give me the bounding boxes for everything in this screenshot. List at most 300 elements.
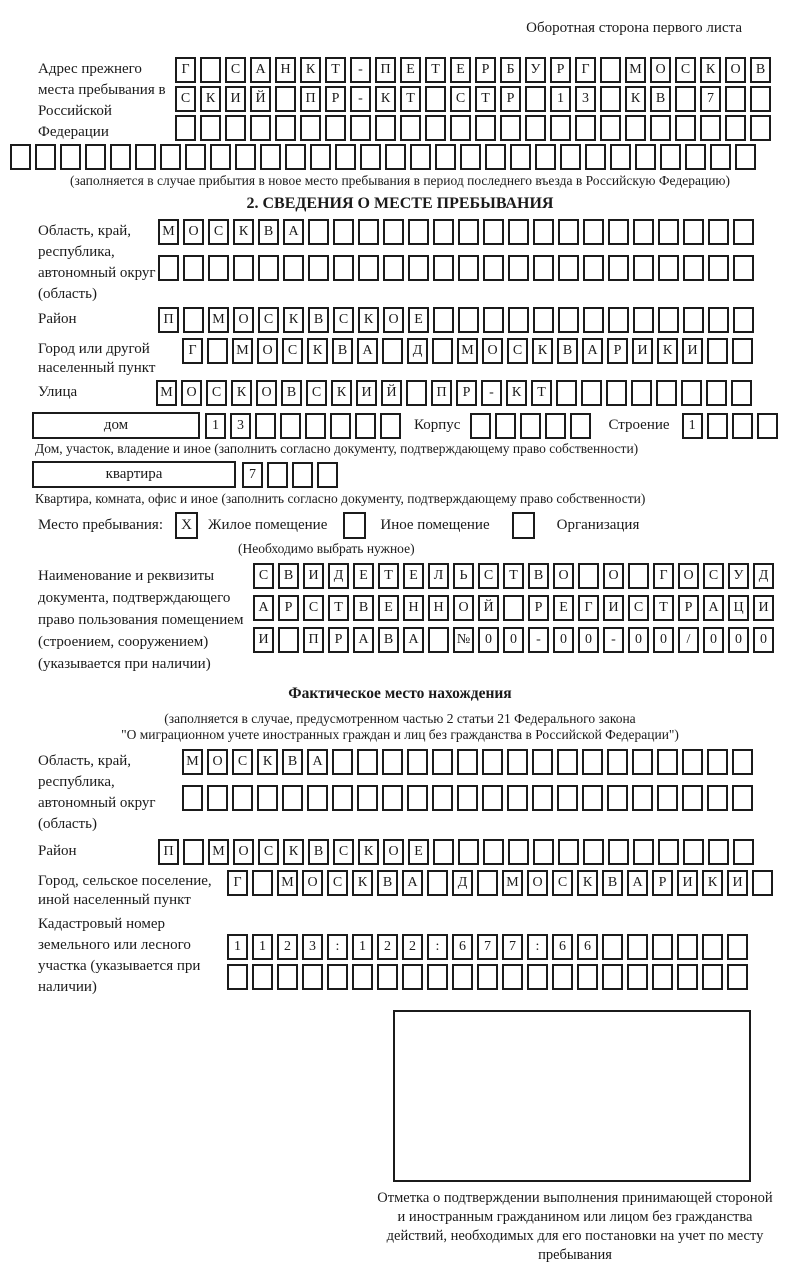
char-box: Г: [182, 338, 203, 364]
char-box: [450, 115, 471, 141]
char-box: [600, 115, 621, 141]
char-box: [508, 255, 529, 281]
street-band: [38, 380, 800, 409]
char-box: [545, 413, 566, 439]
actual-district-band: [38, 839, 800, 868]
char-box: В: [650, 86, 671, 112]
char-box: С: [478, 563, 499, 589]
char-box: С: [258, 839, 279, 865]
char-box: Р: [456, 380, 477, 406]
char-box: М: [208, 307, 229, 333]
char-box: [382, 749, 403, 775]
char-box: Н: [403, 595, 424, 621]
char-box: Е: [403, 563, 424, 589]
char-box: И: [682, 338, 703, 364]
char-box: В: [557, 338, 578, 364]
char-box: В: [282, 749, 303, 775]
char-box: Р: [528, 595, 549, 621]
char-box: [610, 144, 631, 170]
char-box: К: [577, 870, 598, 896]
char-box: [475, 115, 496, 141]
char-box: В: [278, 563, 299, 589]
char-box: [752, 870, 773, 896]
char-box: [280, 413, 301, 439]
char-box: С: [703, 563, 724, 589]
char-box: [583, 307, 604, 333]
char-box: [470, 413, 491, 439]
char-box: [383, 219, 404, 245]
prev-address-row-4: [10, 144, 800, 170]
char-box: [333, 219, 354, 245]
char-box: М: [502, 870, 523, 896]
char-box: [706, 380, 727, 406]
char-box: 6: [552, 934, 573, 960]
char-box: [681, 380, 702, 406]
char-box: [425, 115, 446, 141]
apartment-band: [32, 461, 800, 488]
char-box: Р: [652, 870, 673, 896]
char-box: С: [552, 870, 573, 896]
char-box: [733, 255, 754, 281]
char-box: [255, 413, 276, 439]
region-row-1: [158, 219, 754, 245]
char-box: [407, 749, 428, 775]
char-box: [308, 219, 329, 245]
document-row-2: [253, 595, 774, 621]
char-box: [607, 785, 628, 811]
char-box: К: [702, 870, 723, 896]
char-box: С: [507, 338, 528, 364]
char-box: [560, 144, 581, 170]
char-box: К: [506, 380, 527, 406]
char-box: Р: [500, 86, 521, 112]
char-box: [750, 86, 771, 112]
char-box: [500, 115, 521, 141]
char-box: [732, 749, 753, 775]
char-box: К: [233, 219, 254, 245]
char-box: [332, 749, 353, 775]
char-box: 0: [728, 627, 749, 653]
char-box: Т: [425, 57, 446, 83]
char-box: [675, 86, 696, 112]
char-box: Й: [250, 86, 271, 112]
char-box: [375, 115, 396, 141]
char-box: Г: [575, 57, 596, 83]
char-box: С: [628, 595, 649, 621]
char-box: [227, 964, 248, 990]
char-box: О: [553, 563, 574, 589]
char-box: [160, 144, 181, 170]
prev-address-row-1: [175, 57, 771, 83]
char-box: [383, 255, 404, 281]
char-box: [327, 964, 348, 990]
char-box: 6: [577, 934, 598, 960]
char-box: В: [353, 595, 374, 621]
char-box: [535, 144, 556, 170]
char-box: [285, 144, 306, 170]
char-box: [583, 839, 604, 865]
char-box: Й: [478, 595, 499, 621]
actual-location-note-1: (заполняется в случае, предусмотренном частью 2 статьи 21 Федерального закона: [164, 711, 636, 726]
char-box: [581, 380, 602, 406]
char-box: [702, 964, 723, 990]
char-box: С: [303, 595, 324, 621]
char-box: [677, 964, 698, 990]
char-box: [352, 964, 373, 990]
char-box: К: [358, 307, 379, 333]
char-box: [183, 307, 204, 333]
char-box: [382, 785, 403, 811]
char-box: [708, 839, 729, 865]
apartment-row: [242, 462, 338, 488]
char-box: [633, 255, 654, 281]
char-box: И: [603, 595, 624, 621]
char-box: [400, 115, 421, 141]
char-box: [558, 307, 579, 333]
char-box: [550, 115, 571, 141]
char-box: [733, 219, 754, 245]
char-box: 0: [478, 627, 499, 653]
char-box: О: [527, 870, 548, 896]
char-box: [377, 964, 398, 990]
char-box: Р: [328, 627, 349, 653]
city-band: [38, 338, 800, 378]
char-box: М: [457, 338, 478, 364]
char-box: [685, 144, 706, 170]
char-box: К: [283, 307, 304, 333]
char-box: [658, 255, 679, 281]
actual-city-row: [227, 870, 773, 896]
char-box: С: [282, 338, 303, 364]
char-box: :: [527, 934, 548, 960]
char-box: -: [481, 380, 502, 406]
city-label: Город или другой населенный пункт: [38, 341, 156, 376]
char-box: Е: [353, 563, 374, 589]
char-box: [608, 307, 629, 333]
char-box: [583, 255, 604, 281]
char-box: [606, 380, 627, 406]
char-box: [508, 307, 529, 333]
char-box: [683, 255, 704, 281]
char-box: О: [183, 219, 204, 245]
char-box: Т: [653, 595, 674, 621]
char-box: [757, 413, 778, 439]
char-box: [700, 115, 721, 141]
char-box: О: [603, 563, 624, 589]
char-box: [275, 115, 296, 141]
char-box: [305, 413, 326, 439]
char-box: Т: [325, 57, 346, 83]
city-row: [182, 338, 753, 364]
char-box: Б: [500, 57, 521, 83]
cadastral-band: [38, 912, 800, 998]
char-box: С: [333, 839, 354, 865]
char-box: [233, 255, 254, 281]
stroenie-label: Строение: [608, 417, 670, 433]
char-box: [683, 307, 704, 333]
stay-type-checkbox-organization: [512, 512, 535, 539]
char-box: [533, 255, 554, 281]
char-box: [658, 219, 679, 245]
char-box: С: [306, 380, 327, 406]
char-box: [600, 86, 621, 112]
char-box: 1: [205, 413, 226, 439]
char-box: 2: [377, 934, 398, 960]
apartment-note: Квартира, комната, офис и иное (заполнить согласно документу, подтверждающему право собственности): [35, 491, 646, 506]
char-box: А: [582, 338, 603, 364]
char-box: [520, 413, 541, 439]
char-box: С: [258, 307, 279, 333]
char-box: Р: [678, 595, 699, 621]
char-box: В: [750, 57, 771, 83]
char-box: К: [352, 870, 373, 896]
char-box: 0: [753, 627, 774, 653]
char-box: [633, 219, 654, 245]
char-box: [207, 785, 228, 811]
char-box: О: [256, 380, 277, 406]
district-label: Район: [38, 311, 77, 327]
char-box: [408, 255, 429, 281]
char-box: С: [225, 57, 246, 83]
char-box: А: [283, 219, 304, 245]
prev-address-band: [38, 57, 800, 144]
region-label: Область, край, республика, автономный округ (область): [38, 223, 156, 302]
stay-type-label: Место пребывания:: [38, 517, 163, 533]
char-box: 3: [302, 934, 323, 960]
char-box: И: [225, 86, 246, 112]
char-box: [582, 749, 603, 775]
char-box: О: [678, 563, 699, 589]
char-box: [607, 749, 628, 775]
page-header: Оборотная сторона первого листа: [526, 20, 742, 36]
char-box: И: [356, 380, 377, 406]
char-box: [633, 839, 654, 865]
char-box: Т: [475, 86, 496, 112]
char-box: А: [627, 870, 648, 896]
cadastral-row-2: [227, 964, 748, 990]
char-box: 2: [402, 934, 423, 960]
char-box: [250, 115, 271, 141]
char-box: [602, 964, 623, 990]
stamp-note: Отметка о подтверждении выполнения принимающей стороной и иностранным гражданином или лицом без гражданства действий, необходимых для его постановки на учет по месту пребывания: [377, 1190, 773, 1264]
char-box: [325, 115, 346, 141]
char-box: С: [253, 563, 274, 589]
char-box: [657, 785, 678, 811]
char-box: [330, 413, 351, 439]
char-box: У: [525, 57, 546, 83]
char-box: [427, 964, 448, 990]
char-box: [360, 144, 381, 170]
char-box: А: [353, 627, 374, 653]
char-box: [402, 964, 423, 990]
char-box: [408, 219, 429, 245]
char-box: К: [375, 86, 396, 112]
char-box: Р: [607, 338, 628, 364]
char-box: -: [350, 57, 371, 83]
char-box: [207, 338, 228, 364]
char-box: 7: [502, 934, 523, 960]
house-band: [32, 412, 800, 439]
char-box: -: [350, 86, 371, 112]
char-box: К: [657, 338, 678, 364]
region-band: [38, 219, 800, 305]
char-box: Т: [503, 563, 524, 589]
char-box: [507, 785, 528, 811]
char-box: [252, 964, 273, 990]
char-box: [735, 144, 756, 170]
char-box: А: [403, 627, 424, 653]
actual-region-row-2: [182, 785, 753, 811]
region-row-2: [158, 255, 754, 281]
char-box: В: [378, 627, 399, 653]
char-box: [258, 255, 279, 281]
char-box: 7: [477, 934, 498, 960]
char-box: 3: [575, 86, 596, 112]
char-box: О: [181, 380, 202, 406]
char-box: [483, 307, 504, 333]
char-box: [727, 964, 748, 990]
char-box: [750, 115, 771, 141]
char-box: [10, 144, 31, 170]
char-box: 1: [682, 413, 703, 439]
prev-address-rows: [175, 57, 771, 144]
char-box: [452, 964, 473, 990]
char-box: В: [308, 839, 329, 865]
char-box: [332, 785, 353, 811]
char-box: [732, 785, 753, 811]
actual-location-title: Фактическое место нахождения: [288, 685, 512, 702]
char-box: [708, 219, 729, 245]
char-box: Р: [475, 57, 496, 83]
char-box: К: [307, 338, 328, 364]
char-box: 0: [578, 627, 599, 653]
char-box: №: [453, 627, 474, 653]
char-box: [725, 86, 746, 112]
house-number-row: [205, 413, 401, 439]
document-row-1: [253, 563, 774, 589]
char-box: [275, 86, 296, 112]
house-field: дом: [32, 412, 200, 439]
char-box: /: [678, 627, 699, 653]
char-box: [495, 413, 516, 439]
char-box: О: [383, 839, 404, 865]
char-box: [357, 785, 378, 811]
char-box: [432, 749, 453, 775]
char-box: Д: [328, 563, 349, 589]
char-box: [602, 934, 623, 960]
char-box: [382, 338, 403, 364]
char-box: 1: [252, 934, 273, 960]
char-box: [533, 307, 554, 333]
char-box: К: [625, 86, 646, 112]
char-box: О: [650, 57, 671, 83]
char-box: -: [528, 627, 549, 653]
char-box: Н: [275, 57, 296, 83]
char-box: [35, 144, 56, 170]
char-box: Й: [381, 380, 402, 406]
actual-region-label: Область, край, республика, автономный округ (область): [38, 753, 156, 832]
char-box: Л: [428, 563, 449, 589]
char-box: [608, 839, 629, 865]
char-box: О: [383, 307, 404, 333]
char-box: Г: [578, 595, 599, 621]
char-box: [458, 255, 479, 281]
char-box: [483, 219, 504, 245]
char-box: [425, 86, 446, 112]
actual-region-row-1: [182, 749, 753, 775]
char-box: [308, 255, 329, 281]
char-box: [135, 144, 156, 170]
char-box: [477, 964, 498, 990]
stay-type-option-other: Иное помещение: [380, 517, 490, 533]
char-box: О: [725, 57, 746, 83]
char-box: П: [303, 627, 324, 653]
char-box: О: [482, 338, 503, 364]
char-box: [731, 380, 752, 406]
char-box: [707, 785, 728, 811]
char-box: [283, 255, 304, 281]
char-box: М: [277, 870, 298, 896]
korpus-label: Корпус: [414, 417, 461, 433]
char-box: Н: [428, 595, 449, 621]
char-box: П: [300, 86, 321, 112]
char-box: [183, 839, 204, 865]
char-box: И: [753, 595, 774, 621]
char-box: [358, 219, 379, 245]
char-box: И: [632, 338, 653, 364]
char-box: [508, 839, 529, 865]
char-box: [658, 839, 679, 865]
char-box: 0: [553, 627, 574, 653]
char-box: Д: [407, 338, 428, 364]
actual-district-row: [158, 839, 754, 865]
char-box: [733, 307, 754, 333]
actual-city-band: [38, 870, 800, 910]
char-box: [292, 462, 313, 488]
actual-location-note-2: "О миграционном учете иностранных граждан и лиц без гражданства в Российской Федерации"): [121, 727, 679, 742]
char-box: [558, 219, 579, 245]
char-box: К: [257, 749, 278, 775]
char-box: А: [357, 338, 378, 364]
char-box: [577, 964, 598, 990]
char-box: С: [206, 380, 227, 406]
char-box: [300, 115, 321, 141]
char-box: [632, 749, 653, 775]
char-box: П: [158, 307, 179, 333]
char-box: [633, 307, 654, 333]
char-box: В: [602, 870, 623, 896]
char-box: Т: [531, 380, 552, 406]
char-box: [632, 785, 653, 811]
char-box: [683, 839, 704, 865]
char-box: [458, 307, 479, 333]
char-box: 1: [352, 934, 373, 960]
char-box: [707, 338, 728, 364]
char-box: 0: [653, 627, 674, 653]
char-box: [583, 219, 604, 245]
char-box: 6: [452, 934, 473, 960]
char-box: [183, 255, 204, 281]
stay-type-option-organization: Организация: [556, 517, 640, 533]
char-box: [710, 144, 731, 170]
char-box: [307, 785, 328, 811]
char-box: [557, 785, 578, 811]
char-box: А: [253, 595, 274, 621]
char-box: К: [231, 380, 252, 406]
char-box: [407, 785, 428, 811]
district-band: [38, 307, 800, 336]
document-band: [38, 563, 800, 675]
